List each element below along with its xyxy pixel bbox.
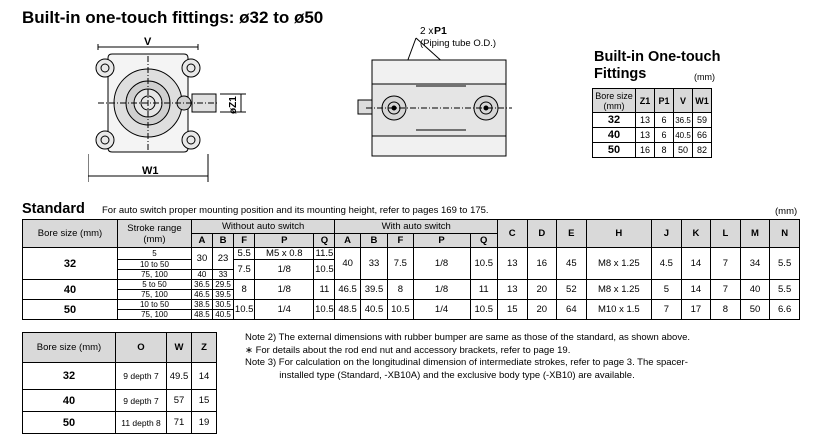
std-cell: 33 bbox=[360, 248, 387, 280]
std-cell: 10.5 bbox=[234, 300, 255, 320]
std-cell: 8 bbox=[388, 280, 413, 300]
label-p1: P1 bbox=[434, 25, 447, 37]
owz-cell: 32 bbox=[23, 363, 116, 390]
label-piping: (Piping tube O.D.) bbox=[420, 38, 497, 49]
owz-header-o: O bbox=[116, 333, 167, 363]
std-cell: 20 bbox=[527, 280, 557, 300]
std-header-w-a: A bbox=[335, 234, 360, 248]
fittings-header-z1: Z1 bbox=[636, 89, 655, 113]
std-cell: 1/8 bbox=[255, 260, 314, 280]
fittings-cell: 8 bbox=[655, 143, 674, 158]
fittings-cell: 82 bbox=[693, 143, 712, 158]
std-cell: 40.5 bbox=[360, 300, 387, 320]
std-bore-32: 32 bbox=[23, 248, 118, 280]
std-cell: 30 bbox=[191, 248, 212, 270]
std-cell: 10.5 bbox=[388, 300, 413, 320]
std-header-bore: Bore size (mm) bbox=[23, 220, 118, 248]
owz-table bbox=[22, 332, 217, 434]
owz-cell: 9 depth 7 bbox=[116, 390, 167, 412]
std-header-wo-f: F bbox=[234, 234, 255, 248]
std-stroke: 75, 100 bbox=[118, 290, 192, 300]
note-line: installed type (Standard, -XB10A) and the exclusive body type (-XB10) are available. bbox=[245, 369, 635, 381]
std-cell: 48.5 bbox=[191, 310, 212, 320]
side-view-drawing bbox=[356, 20, 516, 165]
std-cell: 6.6 bbox=[770, 300, 800, 320]
std-cell: 7 bbox=[711, 248, 741, 280]
std-stroke: 10 to 50 bbox=[118, 300, 192, 310]
std-cell: 40 bbox=[740, 280, 770, 300]
owz-header-z: Z bbox=[192, 333, 217, 363]
note-line: Note 2) The external dimensions with rubber bumper are same as those of the standard, as shown above. bbox=[245, 332, 690, 343]
std-cell: 39.5 bbox=[360, 280, 387, 300]
owz-header-bore: Bore size (mm) bbox=[23, 333, 116, 363]
std-cell: 1/8 bbox=[413, 280, 470, 300]
std-cell: 14 bbox=[681, 248, 711, 280]
fittings-cell: 66 bbox=[693, 128, 712, 143]
fittings-unit: (mm) bbox=[694, 72, 715, 82]
std-header-without: Without auto switch bbox=[191, 220, 335, 234]
std-header-w-q: Q bbox=[470, 234, 497, 248]
std-cell: 11 bbox=[314, 280, 335, 300]
page-title: Built-in one-touch fittings: ø32 to ø50 bbox=[22, 8, 324, 27]
std-cell: 46.5 bbox=[191, 290, 212, 300]
owz-cell: 49.5 bbox=[167, 363, 192, 390]
std-header-j: J bbox=[652, 220, 682, 248]
fittings-cell: 59 bbox=[693, 113, 712, 128]
owz-cell: 57 bbox=[167, 390, 192, 412]
label-z1: øZ1 bbox=[228, 96, 239, 114]
owz-cell: 19 bbox=[192, 412, 217, 434]
std-header-wo-p: P bbox=[255, 234, 314, 248]
fittings-title: Built-in One-touch Fittings bbox=[594, 49, 721, 82]
std-cell: 11 bbox=[470, 280, 497, 300]
std-cell: 5.5 bbox=[770, 280, 800, 300]
std-cell: 7 bbox=[652, 300, 682, 320]
notes bbox=[245, 332, 690, 382]
std-bore-40: 40 bbox=[23, 280, 118, 300]
std-cell: 8 bbox=[234, 280, 255, 300]
fittings-header-w1: W1 bbox=[693, 89, 712, 113]
std-stroke: 5 bbox=[118, 248, 192, 260]
label-w1: W1 bbox=[142, 165, 159, 177]
std-header-h: H bbox=[586, 220, 651, 248]
label-p1-prefix: 2 x bbox=[420, 26, 434, 37]
fittings-cell: 13 bbox=[636, 113, 655, 128]
std-cell: M5 x 0.8 bbox=[255, 248, 314, 260]
std-cell: 13 bbox=[497, 248, 527, 280]
std-header-l: L bbox=[711, 220, 741, 248]
fittings-header-p1: P1 bbox=[655, 89, 674, 113]
std-header-w-b: B bbox=[360, 234, 387, 248]
std-cell: 7 bbox=[711, 280, 741, 300]
owz-header-w: W bbox=[167, 333, 192, 363]
fittings-cell: 13 bbox=[636, 128, 655, 143]
std-header-m: M bbox=[740, 220, 770, 248]
fittings-cell: 32 bbox=[593, 113, 636, 128]
note-line: ∗ For details about the rod end nut and accessory brackets, refer to page 19. bbox=[245, 344, 571, 356]
std-cell: 10.5 bbox=[470, 248, 497, 280]
std-cell: 40 bbox=[335, 248, 360, 280]
std-cell: 23 bbox=[213, 248, 234, 270]
std-header-wo-a: A bbox=[191, 234, 212, 248]
std-cell: 1/4 bbox=[255, 300, 314, 320]
std-cell: 11.5 bbox=[315, 248, 334, 259]
std-cell: 8 bbox=[711, 300, 741, 320]
owz-cell: 15 bbox=[192, 390, 217, 412]
owz-cell: 11 depth 8 bbox=[116, 412, 167, 434]
fittings-cell: 40 bbox=[593, 128, 636, 143]
fittings-cell: 16 bbox=[636, 143, 655, 158]
std-cell: 38.5 bbox=[191, 300, 212, 310]
std-header-wo-b: B bbox=[213, 234, 234, 248]
std-header-w-p: P bbox=[413, 234, 470, 248]
std-cell: 10.5 bbox=[470, 300, 497, 320]
std-cell: 10.5 bbox=[314, 300, 335, 320]
std-bore-50: 50 bbox=[23, 300, 118, 320]
std-cell: 4.5 bbox=[652, 248, 682, 280]
std-cell: 14 bbox=[681, 280, 711, 300]
standard-unit: (mm) bbox=[775, 206, 798, 217]
standard-title: Standard bbox=[22, 201, 85, 217]
owz-cell: 40 bbox=[23, 390, 116, 412]
fittings-cell: 6 bbox=[655, 113, 674, 128]
std-cell: 50 bbox=[740, 300, 770, 320]
std-header-with: With auto switch bbox=[335, 220, 498, 234]
std-cell: 13 bbox=[497, 280, 527, 300]
std-header-e: E bbox=[557, 220, 587, 248]
std-stroke: 75, 100 bbox=[118, 270, 192, 280]
std-cell: 45 bbox=[557, 248, 587, 280]
std-cell: 7.5 bbox=[388, 248, 413, 280]
std-cell: 10.5 bbox=[314, 260, 335, 280]
std-cell: 40 bbox=[191, 270, 212, 280]
std-header-c: C bbox=[497, 220, 527, 248]
std-cell: 33 bbox=[213, 270, 234, 280]
front-view-drawing bbox=[88, 36, 258, 186]
std-cell: 15 bbox=[497, 300, 527, 320]
std-cell: 29.5 bbox=[213, 280, 234, 290]
std-cell: 36.5 bbox=[191, 280, 212, 290]
std-cell: 40.5 bbox=[213, 310, 234, 320]
fittings-header-bore: Bore size (mm) bbox=[593, 89, 636, 113]
std-cell: 20 bbox=[527, 300, 557, 320]
std-cell: 39.5 bbox=[213, 290, 234, 300]
fittings-header-v: V bbox=[674, 89, 693, 113]
std-cell: 1/4 bbox=[413, 300, 470, 320]
std-stroke: 75, 100 bbox=[118, 310, 192, 320]
std-cell: 64 bbox=[557, 300, 587, 320]
fittings-cell: 40.5 bbox=[674, 128, 693, 143]
std-cell: 1/8 bbox=[413, 248, 470, 280]
std-cell: M8 x 1.25 bbox=[586, 280, 651, 300]
std-cell: 5.5 bbox=[770, 248, 800, 280]
std-cell: 5.5 bbox=[234, 248, 255, 260]
std-cell: 16 bbox=[527, 248, 557, 280]
standard-note: For auto switch proper mounting position and its mounting height, refer to pages 169 to 175. bbox=[102, 205, 489, 216]
owz-cell: 50 bbox=[23, 412, 116, 434]
std-cell: 17 bbox=[681, 300, 711, 320]
note-line: Note 3) For calculation on the longitudinal dimension of intermediate strokes, refer to page 3. The spacer- bbox=[245, 357, 688, 368]
std-cell: 1/8 bbox=[255, 280, 314, 300]
label-v: V bbox=[144, 36, 152, 48]
std-cell: 30.5 bbox=[213, 300, 234, 310]
std-cell: 7.5 bbox=[234, 260, 255, 280]
standard-table bbox=[22, 219, 800, 320]
std-cell: 5 bbox=[652, 280, 682, 300]
std-cell: 34 bbox=[740, 248, 770, 280]
fittings-cell: 36.5 bbox=[674, 113, 693, 128]
std-header-wo-q: Q bbox=[314, 234, 335, 248]
fittings-cell: 50 bbox=[674, 143, 693, 158]
fittings-cell: 50 bbox=[593, 143, 636, 158]
std-header-k: K bbox=[681, 220, 711, 248]
fittings-cell: 6 bbox=[655, 128, 674, 143]
owz-cell: 71 bbox=[167, 412, 192, 434]
fittings-table bbox=[592, 88, 712, 158]
std-header-stroke: Stroke range (mm) bbox=[118, 220, 192, 248]
std-stroke: 5 to 50 bbox=[118, 280, 192, 290]
std-cell: M8 x 1.25 bbox=[586, 248, 651, 280]
std-cell: M10 x 1.5 bbox=[586, 300, 651, 320]
std-cell: 52 bbox=[557, 280, 587, 300]
std-header-n: N bbox=[770, 220, 800, 248]
owz-cell: 9 depth 7 bbox=[116, 363, 167, 390]
std-header-w-f: F bbox=[388, 234, 413, 248]
std-cell: 46.5 bbox=[335, 280, 360, 300]
std-header-d: D bbox=[527, 220, 557, 248]
owz-cell: 14 bbox=[192, 363, 217, 390]
std-cell: 48.5 bbox=[335, 300, 360, 320]
std-stroke: 10 to 50 bbox=[118, 260, 192, 270]
